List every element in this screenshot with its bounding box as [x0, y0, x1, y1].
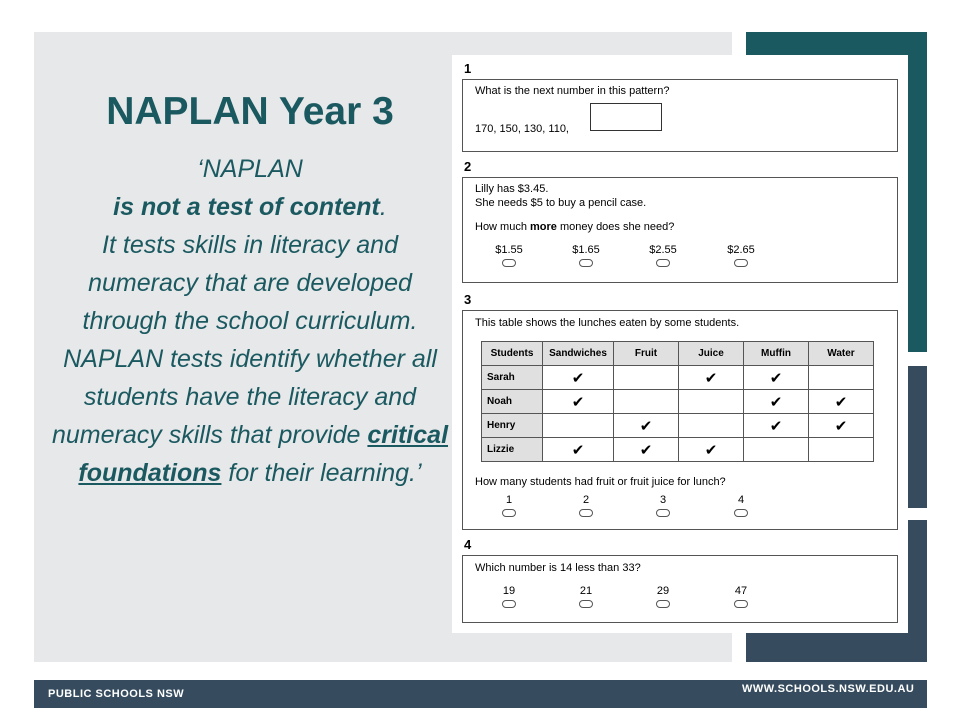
tick-cell: ✔ [809, 390, 874, 414]
tick-cell: ✔ [543, 438, 614, 462]
tick-cell [679, 390, 744, 414]
option-label: $1.55 [495, 244, 523, 256]
option-label: 47 [734, 585, 748, 597]
question-2-box [462, 177, 898, 283]
question-2-number: 2 [464, 159, 472, 174]
question-2-option[interactable] [638, 244, 688, 267]
question-2-question-end: money does she need? [556, 221, 675, 233]
quote-bold-phrase: is not a test of content [113, 193, 380, 221]
tick-cell [614, 390, 679, 414]
tick-cell [809, 366, 874, 390]
option-label: $2.65 [727, 244, 755, 256]
question-4-option[interactable] [638, 585, 688, 608]
answer-bubble[interactable] [502, 509, 516, 517]
option-label: 1 [505, 494, 513, 506]
footer-website-link[interactable]: WWW.SCHOOLS.NSW.EDU.AU [742, 683, 915, 695]
answer-bubble[interactable] [734, 600, 748, 608]
column-header: Sandwiches [543, 342, 614, 366]
answer-bubble[interactable] [502, 600, 516, 608]
quote-period: . [379, 193, 387, 221]
question-3-box [462, 310, 898, 530]
question-3-question: How many students had fruit or fruit juice for lunch? [475, 476, 726, 488]
question-1-number: 1 [464, 61, 472, 76]
tick-cell: ✔ [744, 366, 809, 390]
quote-body-text: It tests skills in literacy and numeracy that are developed through the school curriculum. NAPLAN tests identify whether all students have the literacy and numeracy skills that provide [52, 231, 437, 449]
student-name: Noah [482, 390, 543, 414]
slide-title: NAPLAN Year 3 [106, 90, 394, 133]
tick-cell: ✔ [543, 366, 614, 390]
column-header: Students [482, 342, 543, 366]
option-label: 29 [656, 585, 670, 597]
column-header: Juice [679, 342, 744, 366]
tick-cell [809, 438, 874, 462]
tick-cell: ✔ [543, 390, 614, 414]
table-header-row [482, 342, 874, 366]
tick-cell [679, 414, 744, 438]
quote-emphasis: critical foundations [78, 421, 449, 487]
table-row [482, 438, 874, 462]
option-label: 2 [582, 494, 590, 506]
question-2-question-start: How much [475, 221, 531, 233]
answer-bubble[interactable] [656, 600, 670, 608]
question-1-sequence: 170, 150, 130, 110, [475, 123, 569, 135]
tick-cell: ✔ [744, 390, 809, 414]
answer-bubble[interactable] [734, 509, 748, 517]
question-2-question-bold: more [530, 221, 557, 233]
option-label: $2.55 [649, 244, 677, 256]
table-row [482, 390, 874, 414]
answer-bubble[interactable] [579, 509, 593, 517]
student-name: Henry [482, 414, 543, 438]
column-header: Fruit [614, 342, 679, 366]
tick-cell: ✔ [744, 414, 809, 438]
question-2-option[interactable] [561, 244, 611, 267]
tick-cell [614, 366, 679, 390]
question-1-prompt: What is the next number in this pattern? [475, 85, 670, 97]
student-name: Lizzie [482, 438, 543, 462]
footer-brand: PUBLIC SCHOOLS NSW [48, 688, 185, 700]
option-label: 4 [737, 494, 745, 506]
question-4-option[interactable] [561, 585, 611, 608]
answer-bubble[interactable] [734, 259, 748, 267]
tick-cell [543, 414, 614, 438]
tick-cell: ✔ [679, 366, 744, 390]
tick-cell: ✔ [614, 438, 679, 462]
sample-test-image [452, 55, 908, 633]
question-3-prompt: This table shows the lunches eaten by some students. [475, 317, 740, 329]
answer-bubble[interactable] [656, 509, 670, 517]
question-1-box [462, 79, 898, 152]
question-4-option[interactable] [716, 585, 766, 608]
answer-bubble[interactable] [502, 259, 516, 267]
question-2-option[interactable] [484, 244, 534, 267]
question-4-number: 4 [464, 537, 472, 552]
option-label: 3 [659, 494, 667, 506]
tick-cell: ✔ [679, 438, 744, 462]
question-2-option[interactable] [716, 244, 766, 267]
table-row [482, 414, 874, 438]
question-4-option[interactable] [484, 585, 534, 608]
option-label: 21 [579, 585, 593, 597]
question-3-number: 3 [464, 292, 472, 307]
question-3-option[interactable] [716, 494, 766, 517]
question-2-line-1: Lilly has $3.45. [475, 183, 549, 195]
table-row [482, 366, 874, 390]
quote-ending: for their learning.’ [221, 459, 422, 487]
question-2-line-2: She needs $5 to buy a pencil case. [475, 197, 647, 209]
tick-cell: ✔ [614, 414, 679, 438]
question-4-prompt: Which number is 14 less than 33? [475, 562, 641, 574]
tick-cell: ✔ [809, 414, 874, 438]
column-header: Muffin [744, 342, 809, 366]
answer-bubble[interactable] [579, 600, 593, 608]
question-4-box [462, 555, 898, 623]
question-3-option[interactable] [561, 494, 611, 517]
quote-line-2 [52, 188, 448, 226]
question-3-option[interactable] [638, 494, 688, 517]
option-label: 19 [502, 585, 516, 597]
answer-bubble[interactable] [656, 259, 670, 267]
answer-bubble[interactable] [579, 259, 593, 267]
column-header: Water [809, 342, 874, 366]
question-1-answer-input[interactable] [590, 103, 662, 131]
tick-cell [744, 438, 809, 462]
question-2-question [475, 221, 674, 233]
naplan-quote [52, 150, 448, 492]
question-3-option[interactable] [484, 494, 534, 517]
option-label: $1.65 [572, 244, 600, 256]
footer-bar [34, 680, 927, 708]
student-name: Sarah [482, 366, 543, 390]
quote-line-1: ‘NAPLAN [197, 155, 303, 183]
lunch-table [481, 341, 874, 462]
quote-body [52, 226, 448, 492]
